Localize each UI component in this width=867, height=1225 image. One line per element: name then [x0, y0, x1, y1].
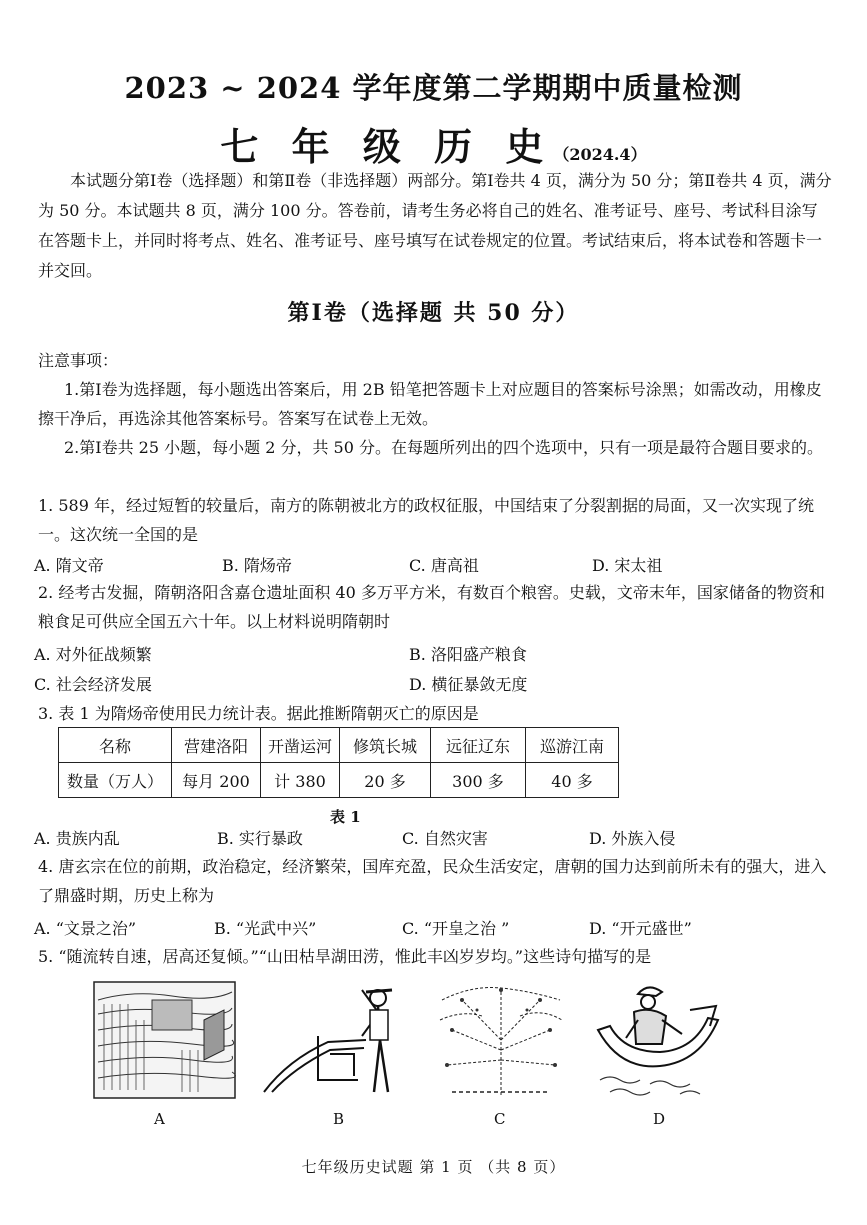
table-cell: 计 380 [261, 763, 340, 798]
option-d: D. “开元盛世” [589, 919, 692, 938]
option-b: B. 隋炀帝 [222, 556, 292, 575]
figure-d-boat-illustration [590, 980, 725, 1100]
note-item: 2.第Ⅰ卷共 25 小题，每小题 2 分，共 50 分。在每题所列出的四个选项中，只有一项是最符合题目要求的。 [64, 438, 824, 457]
table-header: 巡游江南 [526, 728, 619, 763]
figure-label-c: C [494, 1110, 506, 1128]
exam-instructions: 本试题分第Ⅰ卷（选择题）和第Ⅱ卷（非选择题）两部分。第Ⅰ卷共 4 页，满分为 50 分；第Ⅱ卷共 4 页，满分为 50 分。本试题共 8 页，满分 100 分。答卷前，请考生务必将自己的姓名、准考证号、座号、考试科目涂写在答题卡上，并同时将考点、姓名、准考证号、座号填写在试卷规定的位置。考试结束后，将本试卷和答题卡一并交回。 [38, 171, 832, 280]
figure-label-d: D [653, 1110, 666, 1128]
option-c: C. 唐高祖 [409, 556, 479, 575]
option-c: C. “开皇之治 ” [402, 919, 510, 938]
notes-heading: 注意事项： [38, 351, 119, 370]
figure-c-tree-illustration [432, 980, 570, 1100]
table-header-row [59, 728, 619, 763]
table-cell: 40 多 [526, 763, 619, 798]
table-header: 远征辽东 [431, 728, 526, 763]
section-title: 第Ⅰ卷（选择题 共 50 分） [287, 300, 580, 326]
option-a: A. 贵族内乱 [34, 829, 120, 848]
question-stem: 1. 589 年，经过短暂的较量后，南方的陈朝被北方的政权征服，中国结束了分裂割据的局面，又一次实现了统一。这次统一全国的是 [38, 496, 814, 544]
table-header: 名称 [59, 728, 172, 763]
table-cell: 20 多 [340, 763, 431, 798]
option-a: A. 隋文帝 [34, 556, 104, 575]
figure-a-terrace-illustration [92, 980, 237, 1100]
exam-date: （2024.4） [553, 145, 647, 164]
option-a: A. 对外征战频繁 [34, 645, 152, 664]
question-stem: 3. 表 1 为隋炀帝使用民力统计表。据此推断隋朝灭亡的原因是 [38, 704, 479, 723]
question-stem: 2. 经考古发掘，隋朝洛阳含嘉仓遗址面积 40 多万平方米，有数百个粮窖。史载，文帝末年，国家储备的物资和粮食足可供应全国五六十年。以上材料说明隋朝时 [38, 583, 825, 631]
question-stem: 5. “随流转自速，居高还复倾。”“山田枯旱湖田涝，惟此丰凶岁岁均。”这些诗句描写的是 [38, 947, 652, 966]
option-d: D. 宋太祖 [592, 556, 663, 575]
option-b: B. 洛阳盛产粮食 [409, 645, 527, 664]
table-cell: 300 多 [431, 763, 526, 798]
subject-title [0, 116, 867, 171]
figure-b-plough-illustration [258, 980, 413, 1100]
exam-title: 2023 ~ 2024 学年度第二学期期中质量检测 [124, 71, 743, 105]
table-header: 营建洛阳 [172, 728, 261, 763]
option-d: D. 外族入侵 [589, 829, 676, 848]
option-b: B. “光武中兴” [214, 919, 317, 938]
option-c: C. 社会经济发展 [34, 675, 152, 694]
question-options [34, 916, 834, 940]
option-a: A. “文景之治” [34, 919, 137, 938]
subject-name: 七 年 级 历 史 [220, 124, 554, 169]
statistics-table [58, 727, 619, 798]
table-row [59, 763, 619, 798]
option-c: C. 自然灾害 [402, 829, 488, 848]
table-header: 开凿运河 [261, 728, 340, 763]
figure-label-a: A [154, 1110, 165, 1128]
note-item: 1.第Ⅰ卷为选择题，每小题选出答案后，用 2B 铅笔把答题卡上对应题目的答案标号涂黑；如需改动，用橡皮擦干净后，再选涂其他答案标号。答案写在试卷上无效。 [38, 380, 822, 428]
figure-label-b: B [333, 1110, 345, 1128]
option-b: B. 实行暴政 [217, 829, 303, 848]
question-stem: 4. 唐玄宗在位的前期，政治稳定，经济繁荣，国库充盈，民众生活安定，唐朝的国力达到前所未有的强大，进入了鼎盛时期，历史上称为 [38, 857, 827, 905]
table-cell: 每月 200 [172, 763, 261, 798]
table-row-label: 数量（万人） [59, 763, 172, 798]
question-options [34, 672, 834, 696]
option-d: D. 横征暴敛无度 [409, 675, 528, 694]
table-header: 修筑长城 [340, 728, 431, 763]
question-options [34, 826, 834, 850]
table-caption: 表 1 [330, 808, 361, 826]
question-options [34, 553, 834, 577]
question-options [34, 642, 834, 666]
page-footer: 七年级历史试题 第 1 页 （共 8 页） [301, 1158, 566, 1176]
